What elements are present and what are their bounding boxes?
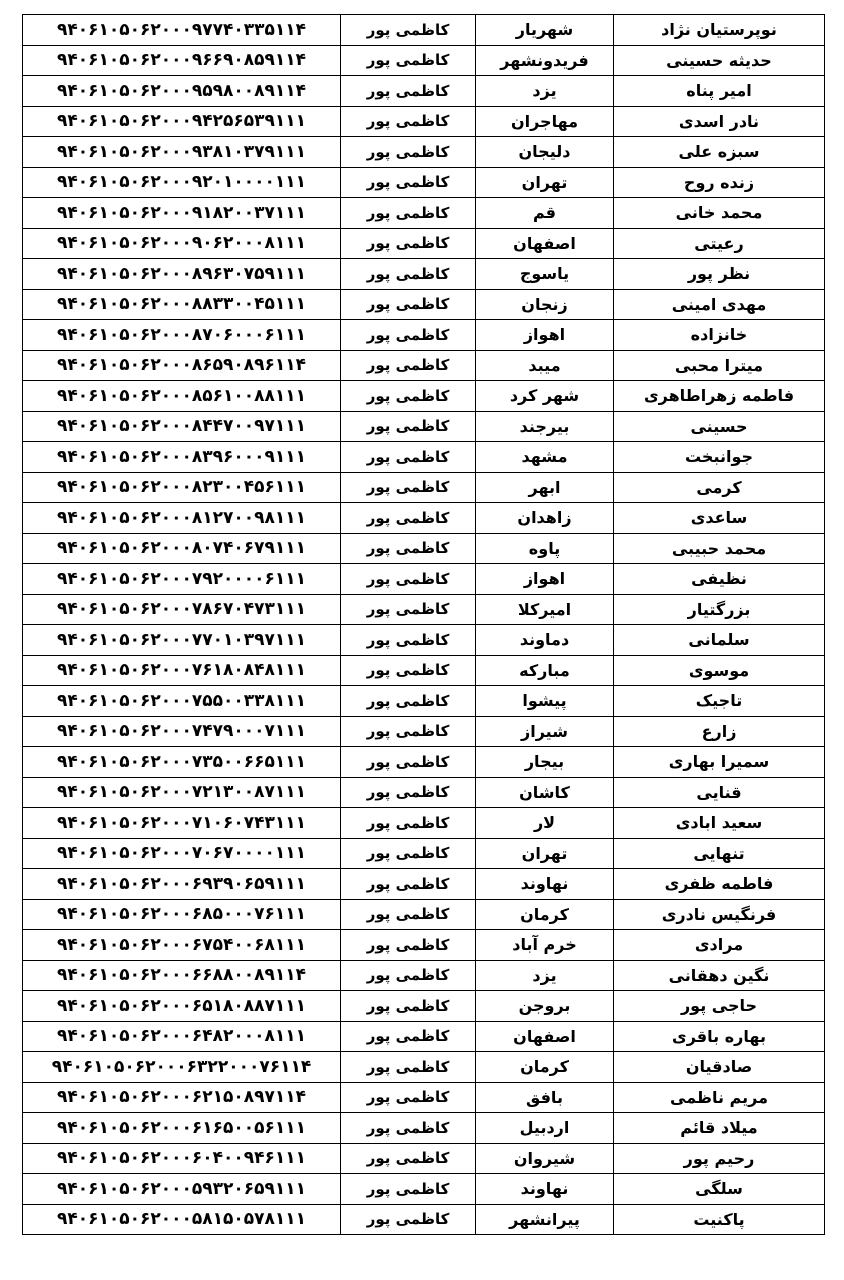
- records-table: [22, 14, 825, 1235]
- table-row: [23, 198, 825, 229]
- city-cell: امیرکلا: [476, 594, 614, 625]
- account-number-cell: ۹۴۰۶۱۰۵۰۶۲۰۰۰۹۲۰۱۰۰۰۰۱۱۱: [23, 167, 341, 198]
- table-row: [23, 106, 825, 137]
- officer-cell: کاظمی پور: [341, 777, 476, 808]
- person-name-cell: فاطمه ظفری: [614, 869, 825, 900]
- person-name-cell: محمد خانی: [614, 198, 825, 229]
- person-name-cell: حسینی: [614, 411, 825, 442]
- table-row: [23, 1052, 825, 1083]
- person-name-cell: تاجیک: [614, 686, 825, 717]
- officer-cell: کاظمی پور: [341, 320, 476, 351]
- person-name-cell: خانزاده: [614, 320, 825, 351]
- city-cell: نهاوند: [476, 869, 614, 900]
- person-name-cell: نظیفی: [614, 564, 825, 595]
- table-row: [23, 1143, 825, 1174]
- account-number-cell: ۹۴۰۶۱۰۵۰۶۲۰۰۰۵۸۱۵۰۵۷۸۱۱۱: [23, 1204, 341, 1235]
- officer-cell: کاظمی پور: [341, 808, 476, 839]
- account-number-cell: ۹۴۰۶۱۰۵۰۶۲۰۰۰۹۷۷۴۰۳۳۵۱۱۴: [23, 15, 341, 46]
- city-cell: خرم آباد: [476, 930, 614, 961]
- person-name-cell: نادر اسدی: [614, 106, 825, 137]
- officer-cell: کاظمی پور: [341, 869, 476, 900]
- city-cell: لار: [476, 808, 614, 839]
- account-number-cell: ۹۴۰۶۱۰۵۰۶۲۰۰۰۷۶۱۸۰۸۴۸۱۱۱: [23, 655, 341, 686]
- officer-cell: کاظمی پور: [341, 747, 476, 778]
- city-cell: تهران: [476, 167, 614, 198]
- officer-cell: کاظمی پور: [341, 15, 476, 46]
- account-number-cell: ۹۴۰۶۱۰۵۰۶۲۰۰۰۷۲۱۳۰۰۸۷۱۱۱: [23, 777, 341, 808]
- person-name-cell: سعید ابادی: [614, 808, 825, 839]
- officer-cell: کاظمی پور: [341, 1174, 476, 1205]
- city-cell: بافق: [476, 1082, 614, 1113]
- person-name-cell: سلمانی: [614, 625, 825, 656]
- account-number-cell: ۹۴۰۶۱۰۵۰۶۲۰۰۰۸۳۹۶۰۰۰۹۱۱۱: [23, 442, 341, 473]
- officer-cell: کاظمی پور: [341, 1052, 476, 1083]
- officer-cell: کاظمی پور: [341, 1082, 476, 1113]
- account-number-cell: ۹۴۰۶۱۰۵۰۶۲۰۰۰۸۶۵۹۰۸۹۶۱۱۴: [23, 350, 341, 381]
- table-row: [23, 45, 825, 76]
- city-cell: دلیجان: [476, 137, 614, 168]
- table-row: [23, 899, 825, 930]
- person-name-cell: صادقیان: [614, 1052, 825, 1083]
- person-name-cell: میترا محبی: [614, 350, 825, 381]
- city-cell: شیراز: [476, 716, 614, 747]
- person-name-cell: کرمی: [614, 472, 825, 503]
- account-number-cell: ۹۴۰۶۱۰۵۰۶۲۰۰۰۶۸۵۰۰۰۷۶۱۱۱: [23, 899, 341, 930]
- city-cell: میبد: [476, 350, 614, 381]
- account-number-cell: ۹۴۰۶۱۰۵۰۶۲۰۰۰۷۸۶۷۰۴۷۳۱۱۱: [23, 594, 341, 625]
- officer-cell: کاظمی پور: [341, 228, 476, 259]
- table-row: [23, 1113, 825, 1144]
- person-name-cell: مرادی: [614, 930, 825, 961]
- officer-cell: کاظمی پور: [341, 411, 476, 442]
- table-row: [23, 137, 825, 168]
- city-cell: بروجن: [476, 991, 614, 1022]
- table-row: [23, 259, 825, 290]
- account-number-cell: ۹۴۰۶۱۰۵۰۶۲۰۰۰۹۰۶۲۰۰۰۸۱۱۱: [23, 228, 341, 259]
- table-row: [23, 777, 825, 808]
- table-row: [23, 503, 825, 534]
- account-number-cell: ۹۴۰۶۱۰۵۰۶۲۰۰۰۶۷۵۴۰۰۶۸۱۱۱: [23, 930, 341, 961]
- city-cell: یزد: [476, 960, 614, 991]
- table-row: [23, 960, 825, 991]
- account-number-cell: ۹۴۰۶۱۰۵۰۶۲۰۰۰۶۳۲۲۰۰۰۷۶۱۱۴: [23, 1052, 341, 1083]
- table-row: [23, 1082, 825, 1113]
- person-name-cell: مریم ناظمی: [614, 1082, 825, 1113]
- city-cell: زنجان: [476, 289, 614, 320]
- person-name-cell: رحیم پور: [614, 1143, 825, 1174]
- officer-cell: کاظمی پور: [341, 45, 476, 76]
- person-name-cell: نوپرستیان نژاد: [614, 15, 825, 46]
- city-cell: شهر کرد: [476, 381, 614, 412]
- city-cell: بیرجند: [476, 411, 614, 442]
- account-number-cell: ۹۴۰۶۱۰۵۰۶۲۰۰۰۷۳۵۰۰۶۶۵۱۱۱: [23, 747, 341, 778]
- table-row: [23, 747, 825, 778]
- person-name-cell: حاجی پور: [614, 991, 825, 1022]
- person-name-cell: تنهایی: [614, 838, 825, 869]
- city-cell: قم: [476, 198, 614, 229]
- person-name-cell: رعیتی: [614, 228, 825, 259]
- officer-cell: کاظمی پور: [341, 472, 476, 503]
- person-name-cell: فرنگیس نادری: [614, 899, 825, 930]
- account-number-cell: ۹۴۰۶۱۰۵۰۶۲۰۰۰۶۰۴۰۰۹۴۶۱۱۱: [23, 1143, 341, 1174]
- officer-cell: کاظمی پور: [341, 533, 476, 564]
- table-row: [23, 594, 825, 625]
- account-number-cell: ۹۴۰۶۱۰۵۰۶۲۰۰۰۹۱۸۲۰۰۳۷۱۱۱: [23, 198, 341, 229]
- person-name-cell: سبزه علی: [614, 137, 825, 168]
- account-number-cell: ۹۴۰۶۱۰۵۰۶۲۰۰۰۸۷۰۶۰۰۰۶۱۱۱: [23, 320, 341, 351]
- person-name-cell: پاکنیت: [614, 1204, 825, 1235]
- account-number-cell: ۹۴۰۶۱۰۵۰۶۲۰۰۰۶۵۱۸۰۸۸۷۱۱۱: [23, 991, 341, 1022]
- account-number-cell: ۹۴۰۶۱۰۵۰۶۲۰۰۰۹۳۸۱۰۳۷۹۱۱۱: [23, 137, 341, 168]
- officer-cell: کاظمی پور: [341, 655, 476, 686]
- officer-cell: کاظمی پور: [341, 381, 476, 412]
- table-row: [23, 686, 825, 717]
- city-cell: کاشان: [476, 777, 614, 808]
- account-number-cell: ۹۴۰۶۱۰۵۰۶۲۰۰۰۶۱۶۵۰۰۵۶۱۱۱: [23, 1113, 341, 1144]
- city-cell: ابهر: [476, 472, 614, 503]
- account-number-cell: ۹۴۰۶۱۰۵۰۶۲۰۰۰۷۵۵۰۰۳۳۸۱۱۱: [23, 686, 341, 717]
- person-name-cell: نگین دهقانی: [614, 960, 825, 991]
- city-cell: اهواز: [476, 564, 614, 595]
- city-cell: یاسوج: [476, 259, 614, 290]
- city-cell: دماوند: [476, 625, 614, 656]
- officer-cell: کاظمی پور: [341, 289, 476, 320]
- table-row: [23, 533, 825, 564]
- table-row: [23, 15, 825, 46]
- city-cell: اهواز: [476, 320, 614, 351]
- account-number-cell: ۹۴۰۶۱۰۵۰۶۲۰۰۰۷۹۲۰۰۰۰۶۱۱۱: [23, 564, 341, 595]
- person-name-cell: بزرگتیار: [614, 594, 825, 625]
- officer-cell: کاظمی پور: [341, 564, 476, 595]
- account-number-cell: ۹۴۰۶۱۰۵۰۶۲۰۰۰۶۴۸۲۰۰۰۸۱۱۱: [23, 1021, 341, 1052]
- account-number-cell: ۹۴۰۶۱۰۵۰۶۲۰۰۰۷۴۷۹۰۰۰۷۱۱۱: [23, 716, 341, 747]
- city-cell: شهریار: [476, 15, 614, 46]
- officer-cell: کاظمی پور: [341, 960, 476, 991]
- table-row: [23, 838, 825, 869]
- city-cell: نهاوند: [476, 1174, 614, 1205]
- person-name-cell: زنده روح: [614, 167, 825, 198]
- officer-cell: کاظمی پور: [341, 899, 476, 930]
- officer-cell: کاظمی پور: [341, 106, 476, 137]
- table-row: [23, 289, 825, 320]
- person-name-cell: میلاد قائم: [614, 1113, 825, 1144]
- table-row: [23, 716, 825, 747]
- account-number-cell: ۹۴۰۶۱۰۵۰۶۲۰۰۰۷۰۶۷۰۰۰۰۱۱۱: [23, 838, 341, 869]
- person-name-cell: فاطمه زهراطاهری: [614, 381, 825, 412]
- table-row: [23, 991, 825, 1022]
- person-name-cell: نظر پور: [614, 259, 825, 290]
- officer-cell: کاظمی پور: [341, 167, 476, 198]
- account-number-cell: ۹۴۰۶۱۰۵۰۶۲۰۰۰۸۸۳۳۰۰۴۵۱۱۱: [23, 289, 341, 320]
- city-cell: کرمان: [476, 1052, 614, 1083]
- officer-cell: کاظمی پور: [341, 930, 476, 961]
- table-row: [23, 381, 825, 412]
- table-row: [23, 869, 825, 900]
- officer-cell: کاظمی پور: [341, 503, 476, 534]
- account-number-cell: ۹۴۰۶۱۰۵۰۶۲۰۰۰۸۰۷۴۰۶۷۹۱۱۱: [23, 533, 341, 564]
- officer-cell: کاظمی پور: [341, 686, 476, 717]
- officer-cell: کاظمی پور: [341, 625, 476, 656]
- city-cell: کرمان: [476, 899, 614, 930]
- city-cell: اردبیل: [476, 1113, 614, 1144]
- person-name-cell: سمیرا بهاری: [614, 747, 825, 778]
- officer-cell: کاظمی پور: [341, 442, 476, 473]
- city-cell: شیروان: [476, 1143, 614, 1174]
- account-number-cell: ۹۴۰۶۱۰۵۰۶۲۰۰۰۸۴۴۷۰۰۹۷۱۱۱: [23, 411, 341, 442]
- table-row: [23, 1204, 825, 1235]
- city-cell: فریدونشهر: [476, 45, 614, 76]
- person-name-cell: مهدی امینی: [614, 289, 825, 320]
- person-name-cell: جوانبخت: [614, 442, 825, 473]
- table-row: [23, 472, 825, 503]
- account-number-cell: ۹۴۰۶۱۰۵۰۶۲۰۰۰۷۱۰۶۰۷۴۳۱۱۱: [23, 808, 341, 839]
- table-row: [23, 411, 825, 442]
- account-number-cell: ۹۴۰۶۱۰۵۰۶۲۰۰۰۹۴۲۵۶۵۳۹۱۱۱: [23, 106, 341, 137]
- city-cell: پاوه: [476, 533, 614, 564]
- officer-cell: کاظمی پور: [341, 594, 476, 625]
- table-row: [23, 350, 825, 381]
- officer-cell: کاظمی پور: [341, 76, 476, 107]
- account-number-cell: ۹۴۰۶۱۰۵۰۶۲۰۰۰۷۷۰۱۰۳۹۷۱۱۱: [23, 625, 341, 656]
- account-number-cell: ۹۴۰۶۱۰۵۰۶۲۰۰۰۸۲۳۰۰۴۵۶۱۱۱: [23, 472, 341, 503]
- table-row: [23, 320, 825, 351]
- city-cell: اصفهان: [476, 228, 614, 259]
- account-number-cell: ۹۴۰۶۱۰۵۰۶۲۰۰۰۸۱۲۷۰۰۹۸۱۱۱: [23, 503, 341, 534]
- city-cell: بیجار: [476, 747, 614, 778]
- officer-cell: کاظمی پور: [341, 259, 476, 290]
- account-number-cell: ۹۴۰۶۱۰۵۰۶۲۰۰۰۹۵۹۸۰۰۸۹۱۱۴: [23, 76, 341, 107]
- table-row: [23, 655, 825, 686]
- person-name-cell: موسوی: [614, 655, 825, 686]
- city-cell: اصفهان: [476, 1021, 614, 1052]
- city-cell: پیرانشهر: [476, 1204, 614, 1235]
- table-row: [23, 808, 825, 839]
- table-row: [23, 625, 825, 656]
- account-number-cell: ۹۴۰۶۱۰۵۰۶۲۰۰۰۶۹۳۹۰۶۵۹۱۱۱: [23, 869, 341, 900]
- officer-cell: کاظمی پور: [341, 838, 476, 869]
- person-name-cell: بهاره باقری: [614, 1021, 825, 1052]
- account-number-cell: ۹۴۰۶۱۰۵۰۶۲۰۰۰۵۹۳۲۰۶۵۹۱۱۱: [23, 1174, 341, 1205]
- officer-cell: کاظمی پور: [341, 1204, 476, 1235]
- officer-cell: کاظمی پور: [341, 198, 476, 229]
- account-number-cell: ۹۴۰۶۱۰۵۰۶۲۰۰۰۶۶۸۸۰۰۸۹۱۱۴: [23, 960, 341, 991]
- account-number-cell: ۹۴۰۶۱۰۵۰۶۲۰۰۰۹۶۶۹۰۸۵۹۱۱۴: [23, 45, 341, 76]
- officer-cell: کاظمی پور: [341, 991, 476, 1022]
- table-row: [23, 564, 825, 595]
- city-cell: پیشوا: [476, 686, 614, 717]
- person-name-cell: امیر پناه: [614, 76, 825, 107]
- city-cell: مبارکه: [476, 655, 614, 686]
- table-row: [23, 1174, 825, 1205]
- city-cell: زاهدان: [476, 503, 614, 534]
- table-row: [23, 1021, 825, 1052]
- table-row: [23, 228, 825, 259]
- person-name-cell: محمد حبیبی: [614, 533, 825, 564]
- city-cell: تهران: [476, 838, 614, 869]
- officer-cell: کاظمی پور: [341, 350, 476, 381]
- account-number-cell: ۹۴۰۶۱۰۵۰۶۲۰۰۰۸۵۶۱۰۰۸۸۱۱۱: [23, 381, 341, 412]
- records-table-body: [23, 15, 825, 1235]
- table-row: [23, 442, 825, 473]
- person-name-cell: حدیثه حسینی: [614, 45, 825, 76]
- person-name-cell: زارع: [614, 716, 825, 747]
- person-name-cell: قنایی: [614, 777, 825, 808]
- account-number-cell: ۹۴۰۶۱۰۵۰۶۲۰۰۰۶۲۱۵۰۸۹۷۱۱۴: [23, 1082, 341, 1113]
- account-number-cell: ۹۴۰۶۱۰۵۰۶۲۰۰۰۸۹۶۳۰۷۵۹۱۱۱: [23, 259, 341, 290]
- city-cell: مهاجران: [476, 106, 614, 137]
- city-cell: یزد: [476, 76, 614, 107]
- city-cell: مشهد: [476, 442, 614, 473]
- table-row: [23, 76, 825, 107]
- officer-cell: کاظمی پور: [341, 1143, 476, 1174]
- table-row: [23, 930, 825, 961]
- officer-cell: کاظمی پور: [341, 716, 476, 747]
- officer-cell: کاظمی پور: [341, 1113, 476, 1144]
- officer-cell: کاظمی پور: [341, 1021, 476, 1052]
- person-name-cell: سلگی: [614, 1174, 825, 1205]
- table-row: [23, 167, 825, 198]
- officer-cell: کاظمی پور: [341, 137, 476, 168]
- person-name-cell: ساعدی: [614, 503, 825, 534]
